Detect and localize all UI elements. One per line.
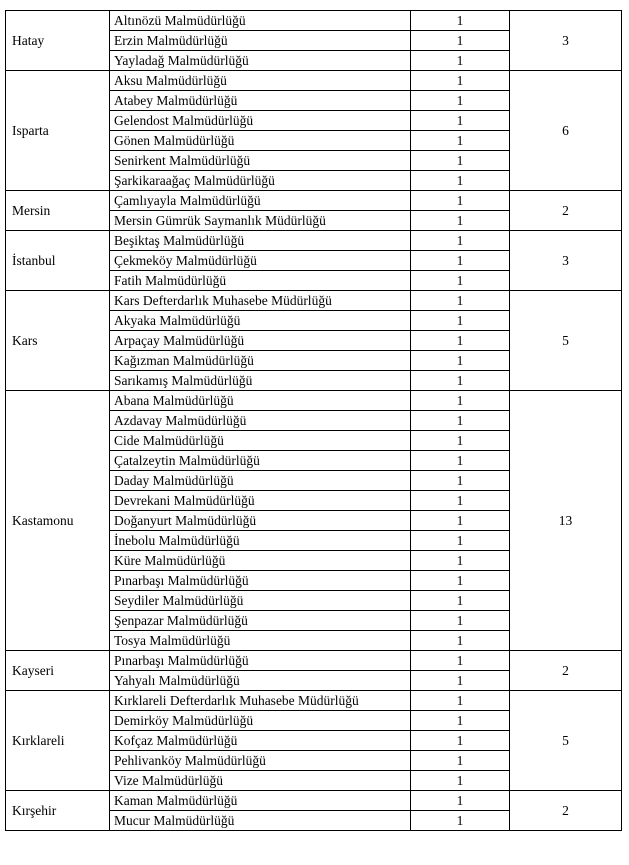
office-name: Seydiler Malmüdürlüğü (110, 591, 411, 611)
office-count: 1 (411, 171, 510, 191)
office-allocation-table (5, 10, 622, 831)
office-name: Pınarbaşı Malmüdürlüğü (110, 571, 411, 591)
office-name: Yayladağ Malmüdürlüğü (110, 51, 411, 71)
office-name: Arpaçay Malmüdürlüğü (110, 331, 411, 351)
office-name: Cide Malmüdürlüğü (110, 431, 411, 451)
office-name: Kars Defterdarlık Muhasebe Müdürlüğü (110, 291, 411, 311)
table-row (6, 391, 622, 411)
province-total: 5 (510, 691, 622, 791)
office-name: Senirkent Malmüdürlüğü (110, 151, 411, 171)
office-name: Pehlivanköy Malmüdürlüğü (110, 751, 411, 771)
office-count: 1 (411, 611, 510, 631)
province-name: Kayseri (6, 651, 110, 691)
province-total: 3 (510, 11, 622, 71)
table-body (6, 11, 622, 831)
office-name: Küre Malmüdürlüğü (110, 551, 411, 571)
office-count: 1 (411, 371, 510, 391)
office-count: 1 (411, 51, 510, 71)
office-count: 1 (411, 291, 510, 311)
office-count: 1 (411, 151, 510, 171)
office-name: Demirköy Malmüdürlüğü (110, 711, 411, 731)
office-count: 1 (411, 691, 510, 711)
office-count: 1 (411, 811, 510, 831)
province-name: Kırşehir (6, 791, 110, 831)
office-count: 1 (411, 551, 510, 571)
office-name: Çekmeköy Malmüdürlüğü (110, 251, 411, 271)
office-count: 1 (411, 71, 510, 91)
office-count: 1 (411, 391, 510, 411)
table-row (6, 291, 622, 311)
office-name: Abana Malmüdürlüğü (110, 391, 411, 411)
office-name: Devrekani Malmüdürlüğü (110, 491, 411, 511)
office-count: 1 (411, 791, 510, 811)
office-name: Akyaka Malmüdürlüğü (110, 311, 411, 331)
office-name: Çatalzeytin Malmüdürlüğü (110, 451, 411, 471)
office-count: 1 (411, 531, 510, 551)
office-name: Pınarbaşı Malmüdürlüğü (110, 651, 411, 671)
table-row (6, 11, 622, 31)
office-name: Çamlıyayla Malmüdürlüğü (110, 191, 411, 211)
province-total: 6 (510, 71, 622, 191)
office-count: 1 (411, 771, 510, 791)
office-count: 1 (411, 471, 510, 491)
province-name: Hatay (6, 11, 110, 71)
province-total: 5 (510, 291, 622, 391)
office-count: 1 (411, 31, 510, 51)
office-count: 1 (411, 191, 510, 211)
table-row (6, 791, 622, 811)
office-name: Yahyalı Malmüdürlüğü (110, 671, 411, 691)
office-count: 1 (411, 211, 510, 231)
table-row (6, 191, 622, 211)
office-count: 1 (411, 11, 510, 31)
office-name: İnebolu Malmüdürlüğü (110, 531, 411, 551)
office-count: 1 (411, 491, 510, 511)
office-count: 1 (411, 671, 510, 691)
office-name: Beşiktaş Malmüdürlüğü (110, 231, 411, 251)
office-count: 1 (411, 231, 510, 251)
office-count: 1 (411, 591, 510, 611)
office-name: Aksu Malmüdürlüğü (110, 71, 411, 91)
office-name: Kırklareli Defterdarlık Muhasebe Müdürlüğü (110, 691, 411, 711)
office-name: Fatih Malmüdürlüğü (110, 271, 411, 291)
office-count: 1 (411, 311, 510, 331)
province-total: 2 (510, 791, 622, 831)
office-name: Azdavay Malmüdürlüğü (110, 411, 411, 431)
table-row (6, 691, 622, 711)
office-name: Gelendost Malmüdürlüğü (110, 111, 411, 131)
office-count: 1 (411, 411, 510, 431)
office-name: Şenpazar Malmüdürlüğü (110, 611, 411, 631)
office-name: Atabey Malmüdürlüğü (110, 91, 411, 111)
office-name: Kofçaz Malmüdürlüğü (110, 731, 411, 751)
office-name: Kağızman Malmüdürlüğü (110, 351, 411, 371)
office-count: 1 (411, 711, 510, 731)
office-name: Tosya Malmüdürlüğü (110, 631, 411, 651)
office-count: 1 (411, 511, 510, 531)
province-total: 2 (510, 191, 622, 231)
office-name: Daday Malmüdürlüğü (110, 471, 411, 491)
province-name: İstanbul (6, 231, 110, 291)
office-count: 1 (411, 351, 510, 371)
office-count: 1 (411, 651, 510, 671)
table-row (6, 651, 622, 671)
province-name: Kars (6, 291, 110, 391)
office-count: 1 (411, 91, 510, 111)
office-count: 1 (411, 731, 510, 751)
office-count: 1 (411, 571, 510, 591)
office-name: Sarıkamış Malmüdürlüğü (110, 371, 411, 391)
office-count: 1 (411, 451, 510, 471)
office-name: Mersin Gümrük Saymanlık Müdürlüğü (110, 211, 411, 231)
province-total: 2 (510, 651, 622, 691)
office-count: 1 (411, 131, 510, 151)
table-row (6, 71, 622, 91)
office-count: 1 (411, 111, 510, 131)
office-name: Kaman Malmüdürlüğü (110, 791, 411, 811)
office-name: Erzin Malmüdürlüğü (110, 31, 411, 51)
office-name: Doğanyurt Malmüdürlüğü (110, 511, 411, 531)
office-count: 1 (411, 431, 510, 451)
province-name: Kırklareli (6, 691, 110, 791)
office-count: 1 (411, 271, 510, 291)
province-name: Kastamonu (6, 391, 110, 651)
office-count: 1 (411, 251, 510, 271)
office-count: 1 (411, 751, 510, 771)
office-name: Şarkikaraağaç Malmüdürlüğü (110, 171, 411, 191)
province-total: 3 (510, 231, 622, 291)
office-name: Altınözü Malmüdürlüğü (110, 11, 411, 31)
office-count: 1 (411, 631, 510, 651)
table-row (6, 231, 622, 251)
province-name: Mersin (6, 191, 110, 231)
province-name: Isparta (6, 71, 110, 191)
province-total: 13 (510, 391, 622, 651)
office-name: Gönen Malmüdürlüğü (110, 131, 411, 151)
office-name: Vize Malmüdürlüğü (110, 771, 411, 791)
office-name: Mucur Malmüdürlüğü (110, 811, 411, 831)
office-count: 1 (411, 331, 510, 351)
